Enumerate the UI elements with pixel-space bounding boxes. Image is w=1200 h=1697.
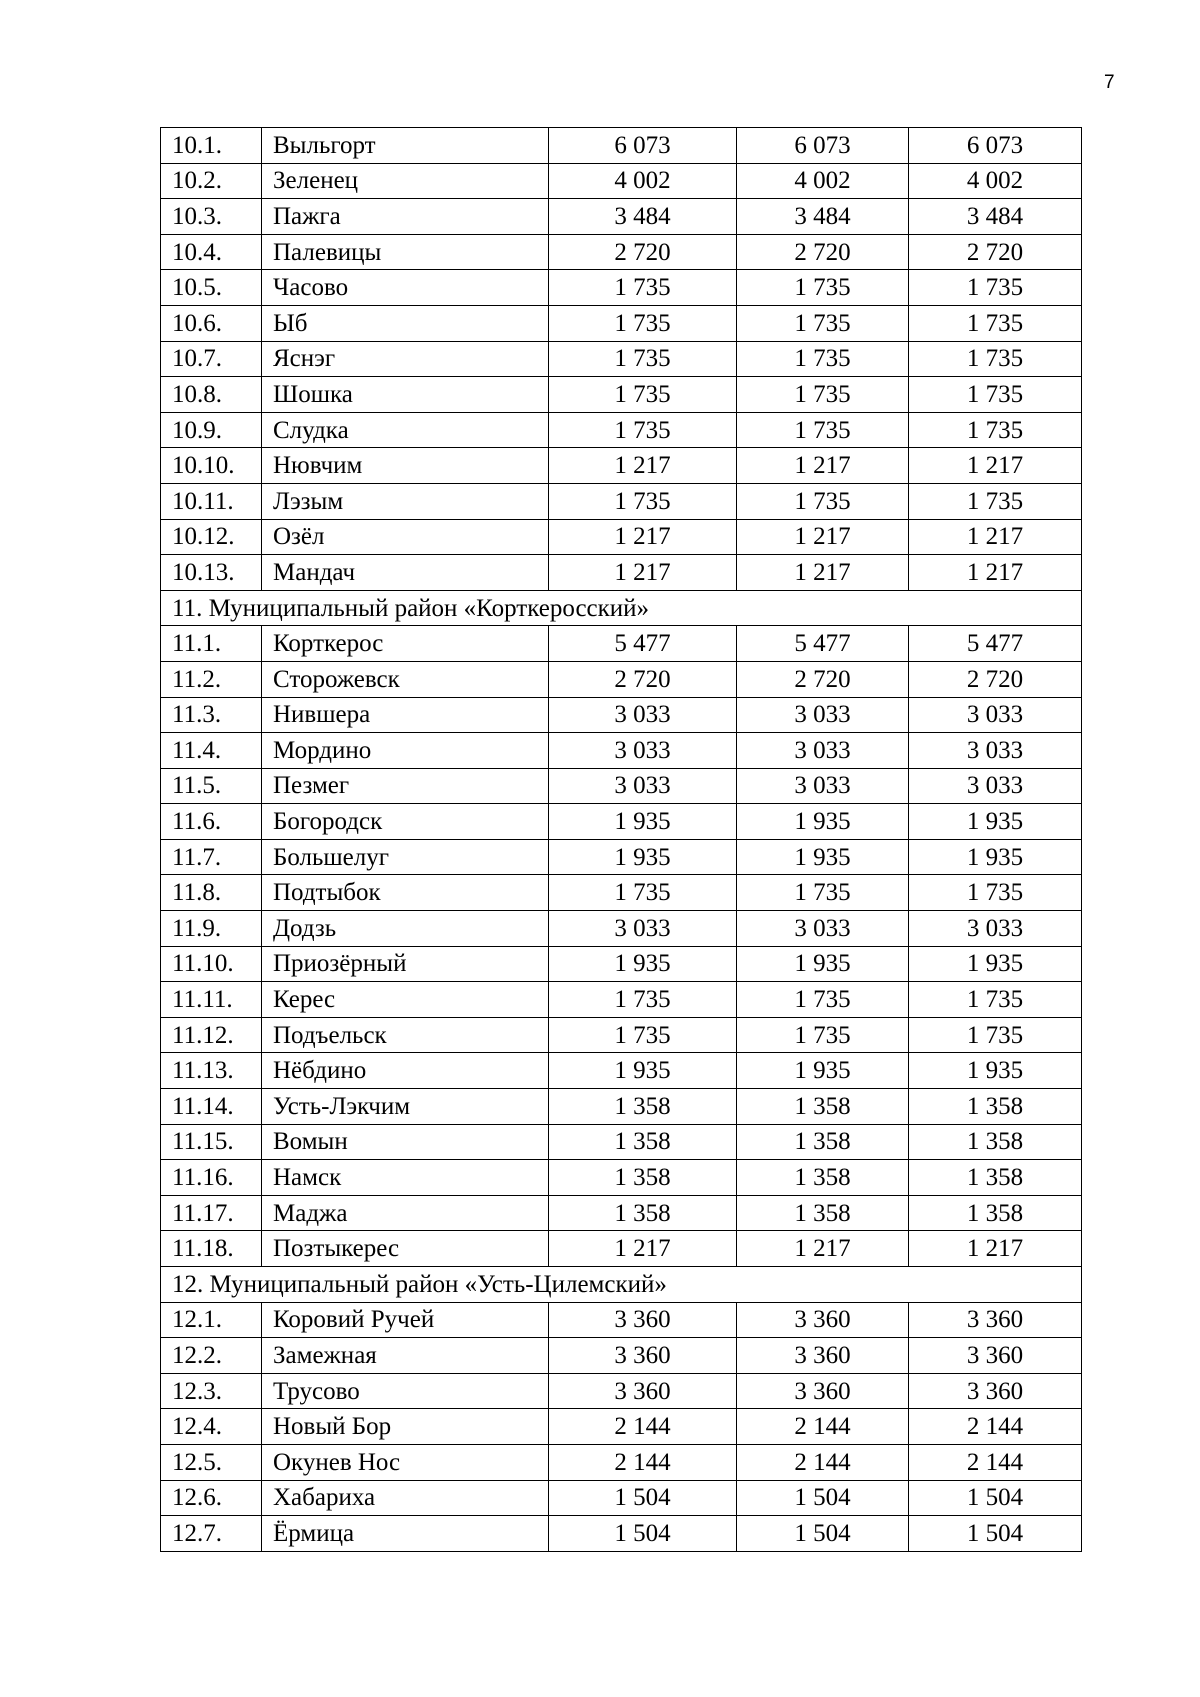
value-col-2: 1 735	[737, 377, 909, 413]
settlement-name: Керес	[262, 982, 549, 1018]
value-col-1: 2 720	[549, 661, 737, 697]
value-col-2: 1 735	[737, 1017, 909, 1053]
row-number: 11.16.	[161, 1160, 262, 1196]
value-col-1: 3 033	[549, 733, 737, 769]
settlement-name: Шошка	[262, 377, 549, 413]
row-number: 10.10.	[161, 448, 262, 484]
value-col-3: 6 073	[909, 128, 1082, 164]
settlement-name: Зеленец	[262, 163, 549, 199]
value-col-1: 1 735	[549, 1017, 737, 1053]
value-col-2: 1 217	[737, 555, 909, 591]
row-number: 10.1.	[161, 128, 262, 164]
table-row	[161, 1053, 1082, 1089]
value-col-1: 1 935	[549, 946, 737, 982]
table-row	[161, 1124, 1082, 1160]
table-row	[161, 1516, 1082, 1552]
value-col-1: 3 033	[549, 697, 737, 733]
value-col-1: 1 504	[549, 1480, 737, 1516]
settlement-name: Богородск	[262, 804, 549, 840]
value-col-1: 3 360	[549, 1302, 737, 1338]
value-col-3: 1 504	[909, 1516, 1082, 1552]
table-row	[161, 1480, 1082, 1516]
settlement-name: Пажга	[262, 199, 549, 235]
row-number: 10.9.	[161, 412, 262, 448]
settlement-name: Подъельск	[262, 1017, 549, 1053]
row-number: 10.12.	[161, 519, 262, 555]
value-col-1: 1 735	[549, 412, 737, 448]
value-col-3: 1 735	[909, 483, 1082, 519]
value-col-3: 1 358	[909, 1160, 1082, 1196]
value-col-3: 1 735	[909, 270, 1082, 306]
value-col-3: 1 217	[909, 519, 1082, 555]
value-col-1: 1 735	[549, 483, 737, 519]
table-row	[161, 804, 1082, 840]
row-number: 11.18.	[161, 1231, 262, 1267]
value-col-2: 1 358	[737, 1195, 909, 1231]
value-col-1: 1 935	[549, 804, 737, 840]
row-number: 12.5.	[161, 1444, 262, 1480]
value-col-3: 3 360	[909, 1338, 1082, 1374]
value-col-1: 1 735	[549, 341, 737, 377]
settlement-name: Новый Бор	[262, 1409, 549, 1445]
value-col-3: 1 735	[909, 305, 1082, 341]
settlement-name: Усть-Лэкчим	[262, 1089, 549, 1125]
row-number: 10.4.	[161, 234, 262, 270]
value-col-2: 2 720	[737, 234, 909, 270]
value-col-2: 1 358	[737, 1160, 909, 1196]
value-col-2: 1 358	[737, 1089, 909, 1125]
value-col-1: 2 720	[549, 234, 737, 270]
table-row	[161, 1373, 1082, 1409]
value-col-3: 3 033	[909, 733, 1082, 769]
settlement-name: Слудка	[262, 412, 549, 448]
row-number: 12.4.	[161, 1409, 262, 1445]
table-row	[161, 377, 1082, 413]
value-col-3: 1 735	[909, 341, 1082, 377]
value-col-2: 2 144	[737, 1409, 909, 1445]
table-row	[161, 982, 1082, 1018]
row-number: 11.7.	[161, 839, 262, 875]
value-col-1: 1 735	[549, 305, 737, 341]
value-col-3: 1 735	[909, 1017, 1082, 1053]
value-col-3: 1 358	[909, 1089, 1082, 1125]
row-number: 11.17.	[161, 1195, 262, 1231]
page-number: 7	[1104, 72, 1115, 93]
value-col-2: 3 360	[737, 1302, 909, 1338]
value-col-1: 1 358	[549, 1089, 737, 1125]
row-number: 11.10.	[161, 946, 262, 982]
row-number: 12.7.	[161, 1516, 262, 1552]
value-col-1: 3 033	[549, 911, 737, 947]
value-col-3: 5 477	[909, 626, 1082, 662]
value-col-2: 1 735	[737, 483, 909, 519]
value-col-1: 1 217	[549, 1231, 737, 1267]
settlement-name: Мордино	[262, 733, 549, 769]
settlement-name: Большелуг	[262, 839, 549, 875]
value-col-2: 1 735	[737, 270, 909, 306]
settlement-name: Ёрмица	[262, 1516, 549, 1552]
table-row	[161, 270, 1082, 306]
row-number: 11.4.	[161, 733, 262, 769]
row-number: 11.14.	[161, 1089, 262, 1125]
value-col-1: 2 144	[549, 1409, 737, 1445]
table-row	[161, 1302, 1082, 1338]
settlement-name: Вомын	[262, 1124, 549, 1160]
value-col-2: 1 935	[737, 839, 909, 875]
row-number: 11.11.	[161, 982, 262, 1018]
table-row	[161, 1444, 1082, 1480]
settlement-name: Окунев Нос	[262, 1444, 549, 1480]
table-row	[161, 911, 1082, 947]
value-col-1: 3 033	[549, 768, 737, 804]
row-number: 11.3.	[161, 697, 262, 733]
row-number: 10.7.	[161, 341, 262, 377]
table-row	[161, 1231, 1082, 1267]
value-col-1: 1 358	[549, 1195, 737, 1231]
settlement-name: Подтыбок	[262, 875, 549, 911]
value-col-3: 1 735	[909, 377, 1082, 413]
value-col-3: 3 484	[909, 199, 1082, 235]
settlement-name: Нившера	[262, 697, 549, 733]
value-col-1: 1 358	[549, 1124, 737, 1160]
section-title: 12. Муниципальный район «Усть-Цилемский»	[161, 1267, 1082, 1303]
row-number: 11.8.	[161, 875, 262, 911]
settlement-name: Озёл	[262, 519, 549, 555]
table-row	[161, 305, 1082, 341]
table-row	[161, 483, 1082, 519]
table-row	[161, 1195, 1082, 1231]
value-col-2: 1 735	[737, 341, 909, 377]
settlements-table	[160, 127, 1082, 1552]
row-number: 11.13.	[161, 1053, 262, 1089]
value-col-2: 3 033	[737, 768, 909, 804]
value-col-1: 1 358	[549, 1160, 737, 1196]
value-col-2: 1 358	[737, 1124, 909, 1160]
value-col-2: 1 935	[737, 804, 909, 840]
section-title: 11. Муниципальный район «Корткеросский»	[161, 590, 1082, 626]
row-number: 12.3.	[161, 1373, 262, 1409]
value-col-3: 1 935	[909, 804, 1082, 840]
value-col-2: 3 484	[737, 199, 909, 235]
value-col-2: 1 735	[737, 412, 909, 448]
table-row	[161, 1409, 1082, 1445]
value-col-1: 3 360	[549, 1338, 737, 1374]
row-number: 12.6.	[161, 1480, 262, 1516]
value-col-2: 3 360	[737, 1373, 909, 1409]
settlement-name: Яснэг	[262, 341, 549, 377]
value-col-2: 1 735	[737, 305, 909, 341]
value-col-3: 1 935	[909, 1053, 1082, 1089]
row-number: 10.13.	[161, 555, 262, 591]
table-row	[161, 128, 1082, 164]
value-col-1: 1 935	[549, 1053, 737, 1089]
settlement-name: Мандач	[262, 555, 549, 591]
value-col-3: 3 033	[909, 697, 1082, 733]
value-col-2: 1 217	[737, 519, 909, 555]
value-col-3: 3 033	[909, 768, 1082, 804]
value-col-1: 1 504	[549, 1516, 737, 1552]
value-col-3: 1 735	[909, 875, 1082, 911]
settlement-name: Корткерос	[262, 626, 549, 662]
value-col-3: 1 217	[909, 1231, 1082, 1267]
value-col-2: 1 735	[737, 875, 909, 911]
value-col-2: 1 935	[737, 1053, 909, 1089]
table-row	[161, 163, 1082, 199]
row-number: 12.1.	[161, 1302, 262, 1338]
value-col-3: 1 504	[909, 1480, 1082, 1516]
table-row	[161, 519, 1082, 555]
settlement-name: Маджа	[262, 1195, 549, 1231]
table-row	[161, 661, 1082, 697]
table-row	[161, 341, 1082, 377]
table-row	[161, 199, 1082, 235]
section-header-row	[161, 1267, 1082, 1303]
value-col-3: 1 217	[909, 555, 1082, 591]
row-number: 11.6.	[161, 804, 262, 840]
value-col-2: 4 002	[737, 163, 909, 199]
table-row	[161, 555, 1082, 591]
value-col-2: 5 477	[737, 626, 909, 662]
row-number: 10.11.	[161, 483, 262, 519]
settlement-name: Замежная	[262, 1338, 549, 1374]
row-number: 10.2.	[161, 163, 262, 199]
value-col-1: 5 477	[549, 626, 737, 662]
value-col-1: 6 073	[549, 128, 737, 164]
value-col-2: 3 360	[737, 1338, 909, 1374]
value-col-2: 2 720	[737, 661, 909, 697]
value-col-1: 1 735	[549, 270, 737, 306]
value-col-2: 1 735	[737, 982, 909, 1018]
value-col-1: 1 735	[549, 982, 737, 1018]
value-col-1: 1 935	[549, 839, 737, 875]
table-row	[161, 234, 1082, 270]
settlement-name: Коровий Ручей	[262, 1302, 549, 1338]
value-col-3: 1 358	[909, 1195, 1082, 1231]
settlement-name: Нёбдино	[262, 1053, 549, 1089]
row-number: 10.6.	[161, 305, 262, 341]
table-row	[161, 1160, 1082, 1196]
settlement-name: Трусово	[262, 1373, 549, 1409]
settlement-name: Палевицы	[262, 234, 549, 270]
table-row	[161, 768, 1082, 804]
value-col-2: 6 073	[737, 128, 909, 164]
value-col-3: 2 720	[909, 234, 1082, 270]
value-col-2: 1 935	[737, 946, 909, 982]
value-col-1: 1 735	[549, 377, 737, 413]
row-number: 10.3.	[161, 199, 262, 235]
value-col-3: 2 144	[909, 1409, 1082, 1445]
value-col-1: 3 484	[549, 199, 737, 235]
row-number: 10.5.	[161, 270, 262, 306]
row-number: 11.1.	[161, 626, 262, 662]
value-col-2: 3 033	[737, 733, 909, 769]
table-body	[161, 128, 1082, 1552]
settlement-name: Выльгорт	[262, 128, 549, 164]
row-number: 11.15.	[161, 1124, 262, 1160]
settlement-name: Нювчим	[262, 448, 549, 484]
value-col-1: 2 144	[549, 1444, 737, 1480]
section-header-row	[161, 590, 1082, 626]
table-row	[161, 626, 1082, 662]
value-col-1: 1 217	[549, 519, 737, 555]
value-col-3: 1 735	[909, 412, 1082, 448]
row-number: 12.2.	[161, 1338, 262, 1374]
row-number: 11.9.	[161, 911, 262, 947]
value-col-3: 1 935	[909, 946, 1082, 982]
value-col-2: 3 033	[737, 911, 909, 947]
table-row	[161, 412, 1082, 448]
value-col-3: 3 360	[909, 1373, 1082, 1409]
settlement-name: Лэзым	[262, 483, 549, 519]
table-row	[161, 733, 1082, 769]
value-col-3: 4 002	[909, 163, 1082, 199]
settlement-name: Ыб	[262, 305, 549, 341]
value-col-1: 4 002	[549, 163, 737, 199]
table-row	[161, 1338, 1082, 1374]
settlement-name: Позтыкерес	[262, 1231, 549, 1267]
value-col-3: 1 935	[909, 839, 1082, 875]
value-col-2: 2 144	[737, 1444, 909, 1480]
value-col-1: 1 217	[549, 555, 737, 591]
value-col-3: 3 360	[909, 1302, 1082, 1338]
value-col-1: 1 735	[549, 875, 737, 911]
value-col-2: 1 217	[737, 1231, 909, 1267]
value-col-3: 2 144	[909, 1444, 1082, 1480]
settlement-name: Сторожевск	[262, 661, 549, 697]
settlement-name: Приозёрный	[262, 946, 549, 982]
value-col-1: 3 360	[549, 1373, 737, 1409]
value-col-3: 3 033	[909, 911, 1082, 947]
value-col-3: 1 735	[909, 982, 1082, 1018]
table-row	[161, 875, 1082, 911]
table-row	[161, 448, 1082, 484]
value-col-1: 1 217	[549, 448, 737, 484]
value-col-2: 1 217	[737, 448, 909, 484]
table-row	[161, 1017, 1082, 1053]
value-col-2: 1 504	[737, 1516, 909, 1552]
value-col-3: 2 720	[909, 661, 1082, 697]
row-number: 11.5.	[161, 768, 262, 804]
row-number: 10.8.	[161, 377, 262, 413]
table-row	[161, 839, 1082, 875]
settlement-name: Часово	[262, 270, 549, 306]
row-number: 11.2.	[161, 661, 262, 697]
table-row	[161, 1089, 1082, 1125]
table-row	[161, 946, 1082, 982]
value-col-2: 1 504	[737, 1480, 909, 1516]
row-number: 11.12.	[161, 1017, 262, 1053]
settlement-name: Намск	[262, 1160, 549, 1196]
table-row	[161, 697, 1082, 733]
settlement-name: Пезмег	[262, 768, 549, 804]
value-col-3: 1 217	[909, 448, 1082, 484]
value-col-3: 1 358	[909, 1124, 1082, 1160]
value-col-2: 3 033	[737, 697, 909, 733]
settlement-name: Додзь	[262, 911, 549, 947]
settlement-name: Хабариха	[262, 1480, 549, 1516]
